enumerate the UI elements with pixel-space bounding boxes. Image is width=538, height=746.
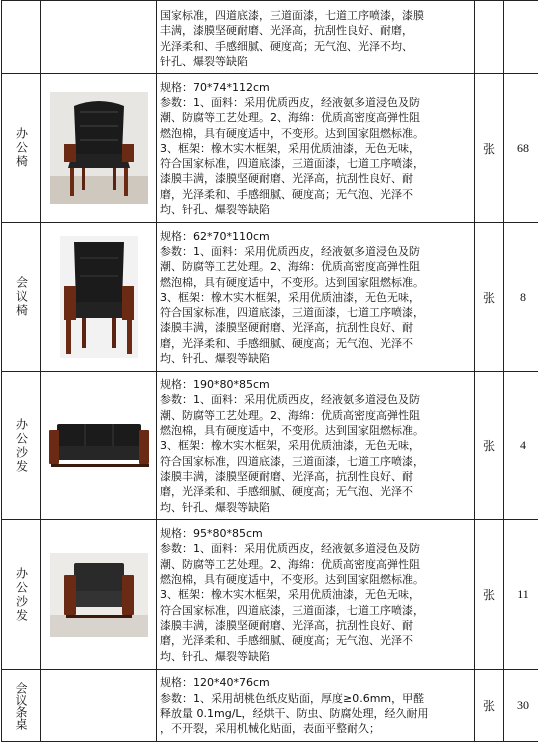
item-name: 办公沙发 (14, 566, 29, 623)
desc-line: 光泽柔和、手感细腻、硬度高；无气泡、光泽不均、 (160, 39, 413, 53)
item-name-cell (2, 74, 41, 223)
table-row (2, 520, 538, 670)
desc-line: ，不开裂，采用机械化贴面，表面平整耐久； (160, 722, 380, 736)
unit-cell: 张 (475, 223, 504, 372)
spec-line: 规格：190*80*85cm (160, 378, 270, 392)
qty-cell: 4 (504, 372, 538, 520)
desc-line: 磨，光泽柔和、手感细腻、硬度高；无气泡、光泽不 (160, 187, 413, 201)
desc-line: 潮、防腐等工艺处理。2、海绵：优质高密度高弹性阻 (160, 408, 420, 422)
desc-line: 符合国家标准，四道底漆，三道面漆，七道工序喷漆， (160, 306, 424, 320)
desc-line: 参数：1、采用胡桃色纸皮贴面，厚度≥0.6mm，甲醛 (160, 691, 425, 705)
desc-line: 燃泡棉，具有硬度适中，不变形。达到国家阻燃标准。 (160, 424, 424, 438)
office-chair-photo (50, 92, 148, 204)
desc-line: 针孔、爆裂等缺陷 (160, 54, 248, 68)
desc-line: 漆膜丰满，漆膜坚硬耐磨、光泽高，抗刮性良好、耐 (160, 469, 413, 483)
image-cell (41, 223, 157, 372)
description-cell (157, 223, 475, 372)
image-cell (41, 74, 157, 223)
item-name-cell (2, 670, 41, 742)
qty-cell: 11 (504, 520, 538, 670)
table-row (2, 74, 538, 223)
item-name-cell (2, 372, 41, 520)
desc-line: 国家标准，四道底漆，三道面漆，七道工序喷漆，漆膜 (160, 8, 424, 22)
desc-line: 磨，光泽柔和、手感细腻、硬度高；无气泡、光泽不 (160, 485, 413, 499)
item-name: 办公椅 (14, 127, 29, 169)
item-name-cell (2, 520, 41, 670)
description-cell (157, 372, 475, 520)
image-cell (41, 670, 157, 742)
description-cell (157, 520, 475, 670)
desc-line: 符合国家标准，四道底漆，三道面漆，七道工序喷漆， (160, 454, 424, 468)
spec-line: 规格：62*70*110cm (160, 229, 270, 243)
desc-line: 磨，光泽柔和、手感细腻、硬度高；无气泡、光泽不 (160, 336, 413, 350)
qty-cell: 30 (504, 670, 538, 742)
desc-line: 潮、防腐等工艺处理。2、海绵：优质高密度高弹性阻 (160, 557, 420, 571)
description-cell (157, 74, 475, 223)
desc-line: 潮、防腐等工艺处理。2、海绵：优质高密度高弹性阻 (160, 260, 420, 274)
item-name: 会议条桌 (14, 681, 28, 730)
unit-cell: 张 (475, 520, 504, 670)
unit-cell: 张 (475, 670, 504, 742)
table-row (2, 223, 538, 372)
desc-line: 漆膜丰满，漆膜坚硬耐磨、光泽高，抗刮性良好、耐 (160, 172, 413, 186)
desc-line: 参数：1、面料：采用优质西皮，经液氨多道浸色及防 (160, 244, 420, 258)
desc-line: 符合国家标准，四道底漆，三道面漆，七道工序喷漆， (160, 157, 424, 171)
desc-line: 均、针孔、爆裂等缺陷 (160, 500, 270, 514)
desc-line: 参数：1、面料：采用优质西皮，经液氨多道浸色及防 (160, 95, 420, 109)
three-seat-sofa-photo (47, 416, 151, 476)
table-row (2, 372, 538, 520)
spec-line: 规格：95*80*85cm (160, 527, 263, 541)
desc-line: 3、框架：橡木实木框架，采用优质油漆，无色无味， (160, 588, 420, 602)
desc-line: 漆膜丰满，漆膜坚硬耐磨、光泽高，抗刮性良好、耐 (160, 618, 413, 632)
desc-line: 均、针孔、爆裂等缺陷 (160, 649, 270, 663)
desc-line: 均、针孔、爆裂等缺陷 (160, 352, 270, 366)
image-cell (41, 372, 157, 520)
item-name: 会议椅 (14, 276, 29, 318)
item-name-cell (2, 223, 41, 372)
desc-line: 参数：1、面料：采用优质西皮，经液氨多道浸色及防 (160, 542, 420, 556)
unit-cell: 张 (475, 74, 504, 223)
item-name: 办公沙发 (14, 417, 29, 474)
desc-line: 均、针孔、爆裂等缺陷 (160, 203, 270, 217)
desc-line: 漆膜丰满，漆膜坚硬耐磨、光泽高，抗刮性良好、耐 (160, 321, 413, 335)
desc-line: 符合国家标准，四道底漆，三道面漆，七道工序喷漆， (160, 603, 424, 617)
desc-line: 3、框架：橡木实木框架，采用优质油漆，无色无味， (160, 141, 420, 155)
unit-cell: 张 (475, 372, 504, 520)
desc-line: 释放量 0.1mg/L，经烘干、防虫、防腐处理，经久耐用 (160, 707, 429, 720)
qty-cell: 68 (504, 74, 538, 223)
unit-cell (475, 1, 504, 74)
single-sofa-photo (50, 553, 148, 637)
image-cell (41, 520, 157, 670)
image-cell (41, 1, 157, 74)
desc-line: 燃泡棉，具有硬度适中，不变形。达到国家阻燃标准。 (160, 573, 424, 587)
qty-cell: 8 (504, 223, 538, 372)
desc-line: 丰满，漆膜坚硬耐磨、光泽高，抗刮性良好、耐磨， (160, 24, 413, 38)
table-row (2, 670, 538, 742)
desc-line: 燃泡棉，具有硬度适中，不变形。达到国家阻燃标准。 (160, 275, 424, 289)
spec-line: 规格：120*40*76cm (160, 676, 270, 690)
desc-line: 燃泡棉，具有硬度适中，不变形。达到国家阻燃标准。 (160, 126, 424, 140)
item-name-cell (2, 1, 41, 74)
desc-line: 参数：1、面料：采用优质西皮，经液氨多道浸色及防 (160, 393, 420, 407)
furniture-spec-table (1, 0, 538, 742)
desc-line: 磨，光泽柔和、手感细腻、硬度高；无气泡、光泽不 (160, 634, 413, 648)
qty-cell (504, 1, 538, 74)
table-row (2, 1, 538, 74)
desc-line: 3、框架：橡木实木框架，采用优质油漆，无色无味， (160, 290, 420, 304)
desc-line: 3、框架：橡木实木框架，采用优质油漆，无色无味， (160, 439, 420, 453)
desc-line: 潮、防腐等工艺处理。2、海绵：优质高密度高弹性阻 (160, 111, 420, 125)
meeting-chair-photo (60, 236, 138, 358)
description-cell (157, 1, 475, 74)
spec-line: 规格：70*74*112cm (160, 80, 270, 94)
description-cell (157, 670, 475, 742)
